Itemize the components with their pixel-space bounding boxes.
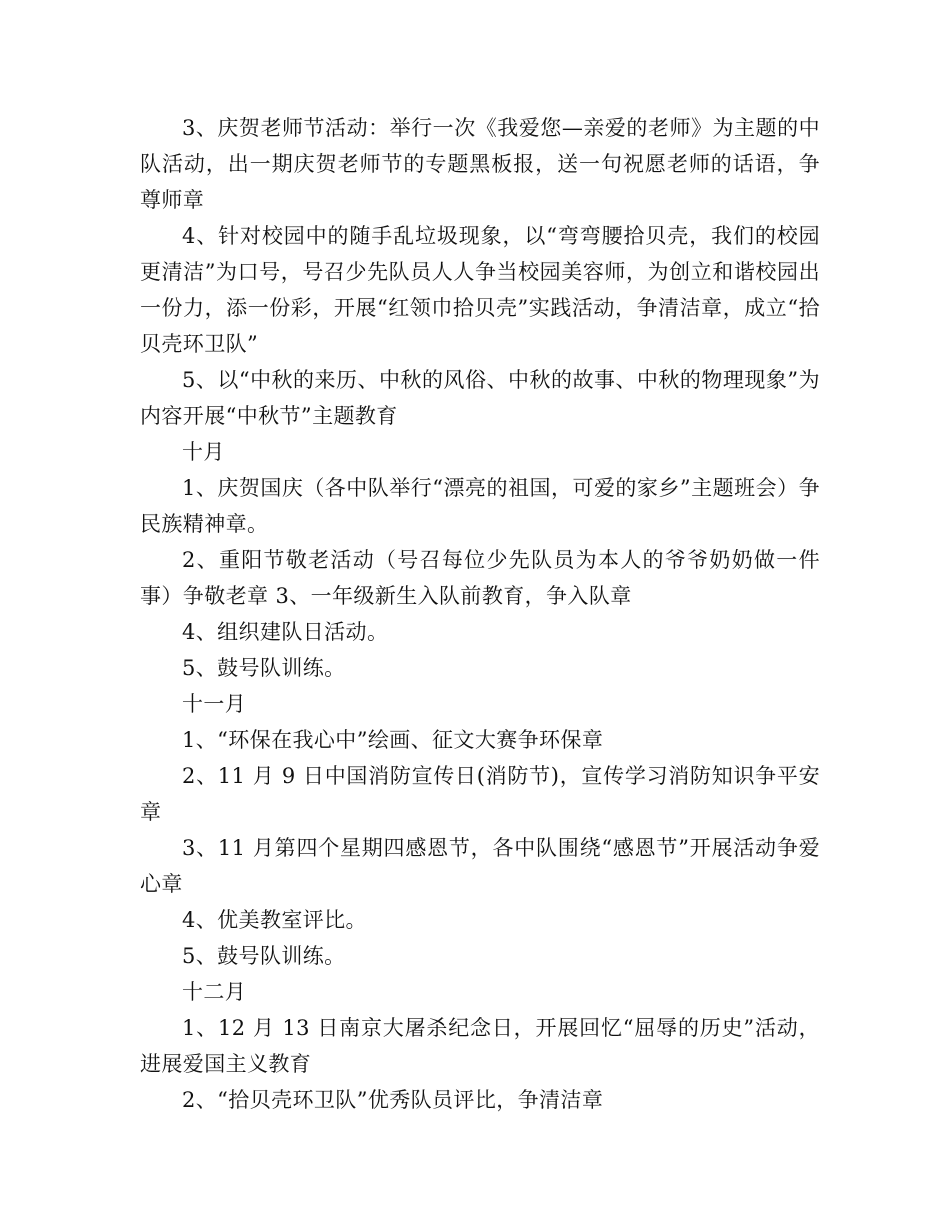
month-heading-december: 十二月	[182, 980, 247, 1004]
month-heading-november: 十一月	[182, 692, 247, 716]
paragraph-campus-cleanup: 4、针对校园中的随手乱垃圾现象，以“弯弯腰拾贝壳，我们的校园更清洁”为口号，号召少先队员人人争当校园美容师，为创立和谐校园出一份力，添一份彩，开展“红领巾拾贝壳”实践活动，争清洁章，成立“拾贝壳环卫队”	[140, 224, 820, 356]
paragraph-thanksgiving: 3、11 月第四个星期四感恩节，各中队围绕“感恩节”开展活动争爱心章	[140, 836, 820, 896]
paragraph-classroom-contest: 4、优美教室评比。	[182, 908, 367, 932]
document-body	[140, 110, 820, 1118]
paragraph-teachers-day: 3、庆贺老师节活动：举行一次《我爱您—亲爱的老师》为主题的中队活动，出一期庆贺老师节的专题黑板报，送一句祝愿老师的话语，争尊师章	[140, 116, 820, 212]
paragraph-double-ninth: 2、重阳节敬老活动（号召每位少先队员为本人的爷爷奶奶做一件事）争敬老章 3、一年级新生入队前教育，争入队章	[140, 548, 820, 608]
paragraph-environment-contest: 1、“环保在我心中”绘画、征文大赛争环保章	[182, 728, 604, 752]
paragraph-national-day: 1、庆贺国庆（各中队举行“漂亮的祖国，可爱的家乡”主题班会）争民族精神章。	[140, 476, 820, 536]
paragraph-team-day: 4、组织建队日活动。	[182, 620, 389, 644]
paragraph-mid-autumn: 5、以“中秋的来历、中秋的风俗、中秋的故事、中秋的物理现象”为内容开展“中秋节”主题教育	[140, 368, 820, 428]
paragraph-fire-safety-day: 2、11 月 9 日中国消防宣传日(消防节)，宣传学习消防知识争平安章	[140, 764, 820, 824]
paragraph-nanjing-memorial: 1、12 月 13 日南京大屠杀纪念日，开展回忆“屈辱的历史”活动，进展爱国主义教育	[140, 1016, 820, 1076]
month-heading-october: 十月	[182, 440, 225, 464]
paragraph-drum-training-nov: 5、鼓号队训练。	[182, 944, 346, 968]
paragraph-drum-training-oct: 5、鼓号队训练。	[182, 656, 346, 680]
paragraph-cleanup-team-awards: 2、“拾贝壳环卫队”优秀队员评比，争清洁章	[182, 1088, 604, 1112]
